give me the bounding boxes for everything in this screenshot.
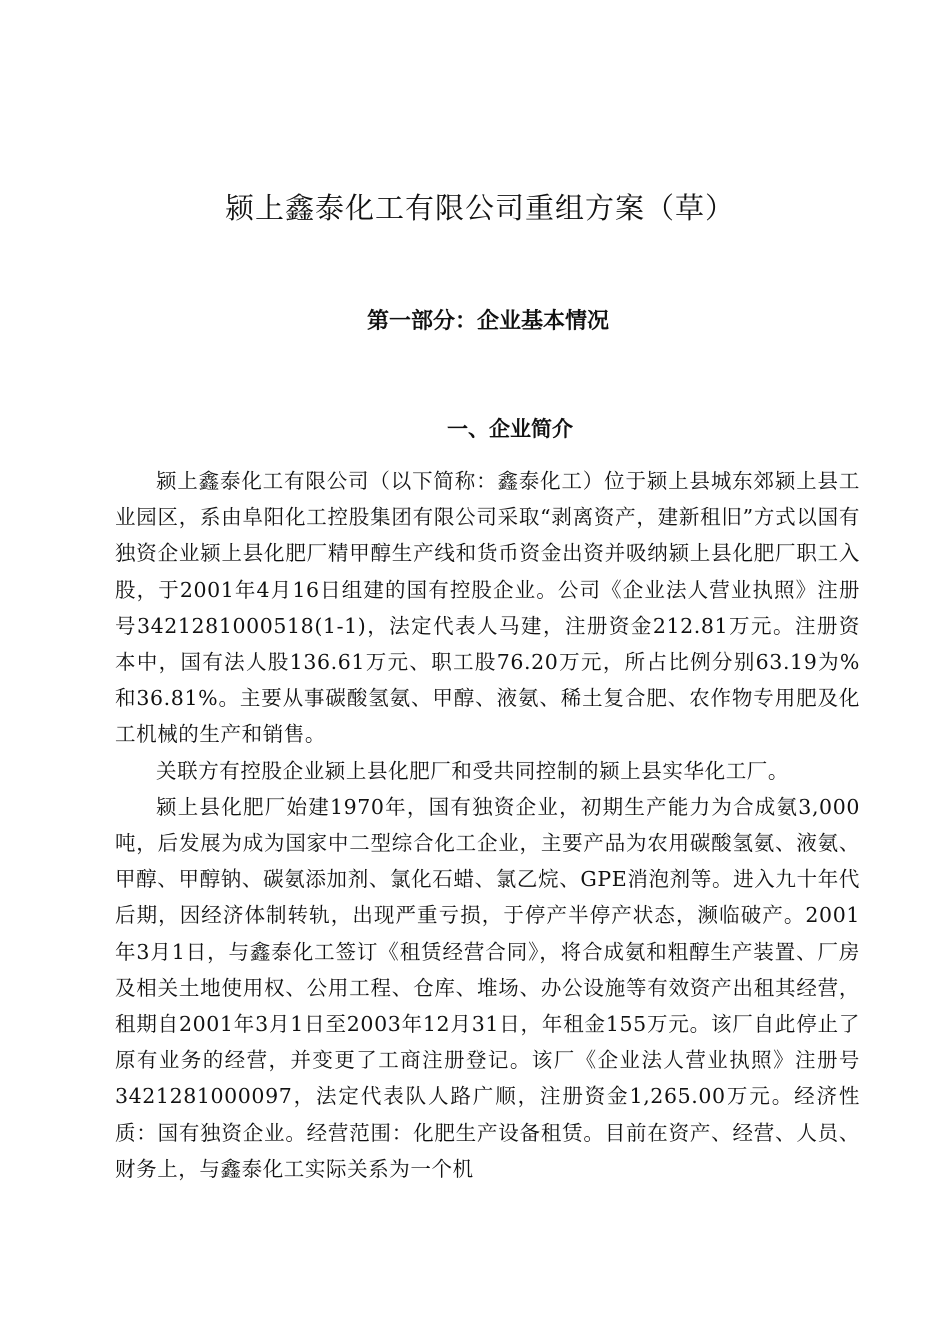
document-title: 颍上鑫泰化工有限公司重组方案（草） <box>224 191 735 225</box>
paragraph-fertilizer-plant: 颍上县化肥厂始建1970年，国有独资企业，初期生产能力为合成氨3,000吨，后发展为成为国家中二型综合化工企业，主要产品为农用碳酸氢氨、液氨、甲醇、甲醇钠、碳氨添加剂、氯化石蜡、氯乙烷、GPE消泡剂等。进入九十年代后期，因经济体制转轨，出现严重亏损，于停产半停产状态，濒临破产。2001年3月1日，与鑫泰化工签订《租赁经营合同》，将合成氨和粗醇生产装置、厂房及相关土地使用权、公用工程、仓库、堆场、办公设施等有效资产出租其经营，租期自2001年3月1日至2003年12月31日，年租金155万元。该厂自此停止了原有业务的经营，并变更了工商注册登记。该厂《企业法人营业执照》注册号3421281000097，法定代表队人路广顺，注册资金1,265.00万元。经济性质：国有独资企业。经营范围：化肥生产设备租赁。目前在资产、经营、人员、财务上，与鑫泰化工实际关系为一个机 <box>115 794 860 1181</box>
section-heading: 一、企业简介 <box>447 417 573 441</box>
paragraph-related-parties: 关联方有控股企业颍上县化肥厂和受共同控制的颍上县实华化工厂。 <box>156 758 789 783</box>
paragraph-company-intro: 颍上鑫泰化工有限公司（以下简称：鑫泰化工）位于颍上县城东郊颍上县工业园区，系由阜阳化工控股集团有限公司采取“剥离资产，建新租旧”方式以国有独资企业颍上县化肥厂精甲醇生产线和货币资金出资并吸纳颍上县化肥厂职工入股，于2001年4月16日组建的国有控股企业。公司《企业法人营业执照》注册号3421281000518(1-1)，法定代表人马建，注册资金212.81万元。注册资本中，国有法人股136.61万元、职工股76.20万元，所占比例分别63.19为%和36.81%。主要从事碳酸氢氨、甲醇、液氨、稀土复合肥、农作物专用肥及化工机械的生产和销售。 <box>115 469 860 747</box>
body-text <box>115 463 860 1223</box>
part-heading: 第一部分：企业基本情况 <box>366 309 609 334</box>
